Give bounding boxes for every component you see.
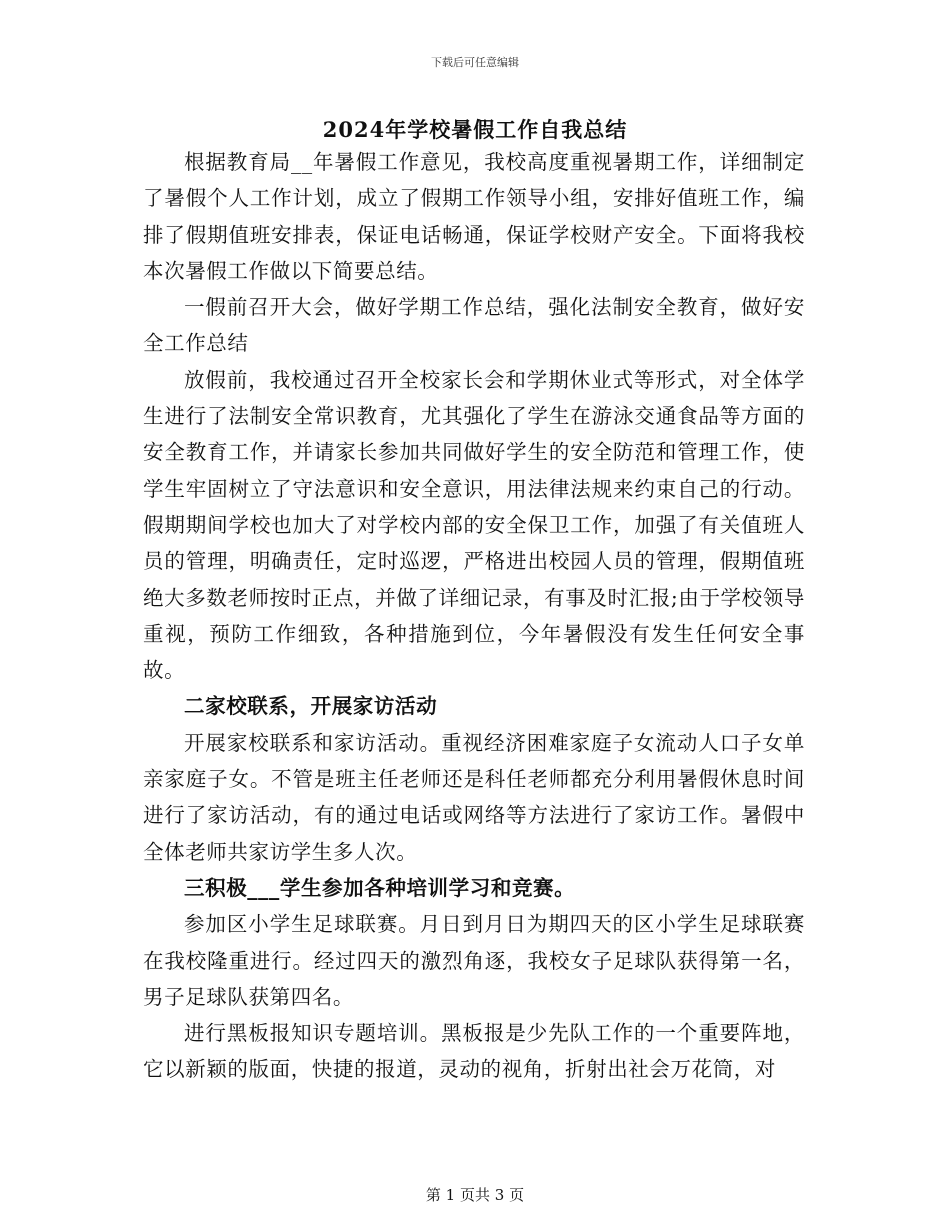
paragraph-safety: 放假前，我校通过召开全校家长会和学期休业式等形式，对全体学生进行了法制安全常识教育，尤其强化了学生在游泳交通食品等方面的安全教育工作，并请家长参加共同做好学生的安全防范和管理工作，使学生牢固树立了守法意识和安全意识，用法律法规来约束自己的行动。假期期间学校也加大了对学校内部的安全保卫工作，加强了有关值班人员的管理，明确责任，定时巡逻，严格进出校园人员的管理，假期值班绝大多数老师按时正点，并做了详细记录，有事及时汇报;由于学校领导重视，预防工作细致，各种措施到位，今年暑假没有发生任何安全事故。 (143, 367, 805, 683)
paragraph-home-visits: 开展家校联系和家访活动。重视经济困难家庭子女流动人口子女单亲家庭子女。不管是班主任老师还是科任老师都充分利用暑假休息时间进行了家访活动，有的通过电话或网络等方法进行了家访工作。暑假中全体老师共家访学生多人次。 (143, 730, 805, 864)
paragraph-intro: 根据教育局__年暑假工作意见，我校高度重视暑期工作，详细制定了暑假个人工作计划，成立了假期工作领导小组，安排好值班工作，编排了假期值班安排表，保证电话畅通，保证学校财产安全。下面将我校本次暑假工作做以下简要总结。 (143, 150, 805, 283)
section-heading-3: 三积极___学生参加各种培训学习和竞赛。 (184, 875, 576, 900)
page-footer: 第 1 页共 3 页 (425, 1186, 525, 1204)
section-heading-2: 二家校联系，开展家访活动 (184, 694, 438, 719)
document-title: 2024年学校暑假工作自我总结 (322, 117, 628, 142)
document-body (143, 144, 805, 1088)
header-note: 下载后可任意编辑 (431, 56, 519, 69)
paragraph-football: 参加区小学生足球联赛。月日到月日为期四天的区小学生足球联赛在我校隆重进行。经过四天的激烈角逐，我校女子足球队获得第一名，男子足球队获第四名。 (143, 912, 805, 1009)
section-heading-1: 一假前召开大会，做好学期工作总结，强化法制安全教育，做好安全工作总结 (143, 295, 805, 356)
paragraph-blackboard: 进行黑板报知识专题培训。黑板报是少先队工作的一个重要阵地，它以新颖的版面，快捷的报道，灵动的视角，折射出社会万花筒，对 (143, 1021, 805, 1082)
